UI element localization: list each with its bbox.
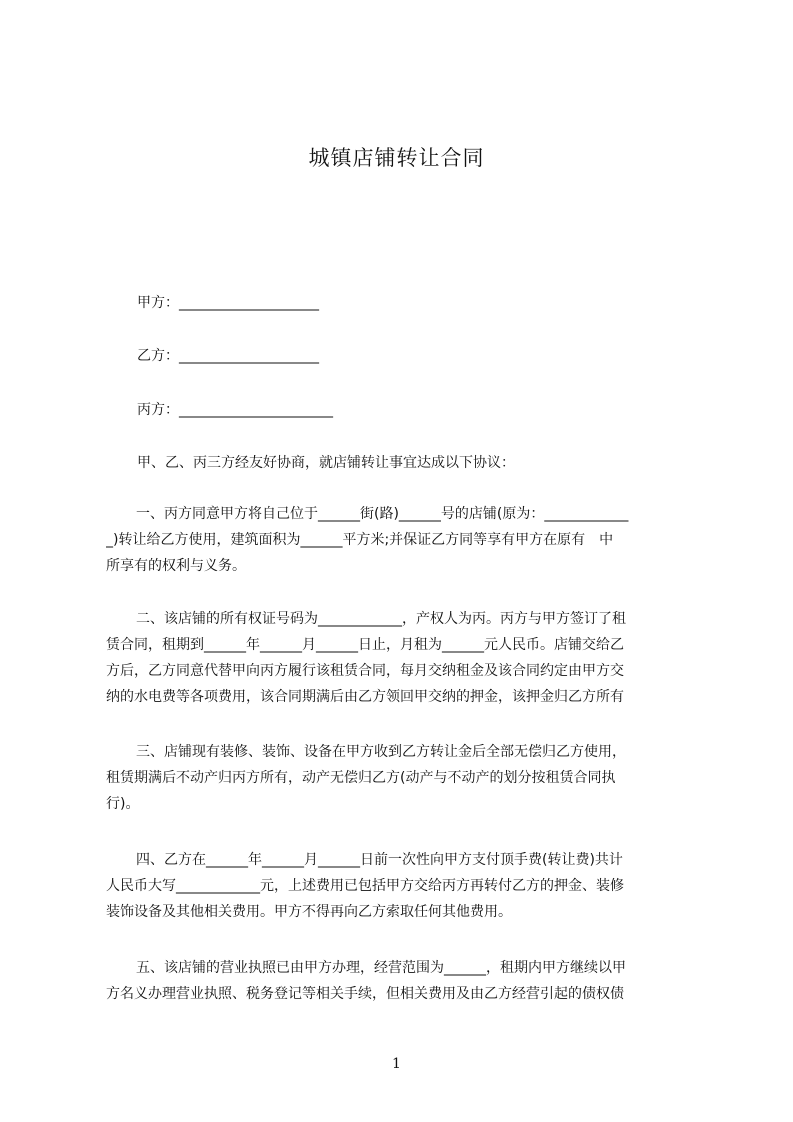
clause-1-line: 所享有的权利与义务。 bbox=[106, 558, 246, 574]
intro-paragraph: 甲、乙、丙三方经友好协商，就店铺转让事宜达成以下协议： bbox=[137, 455, 515, 471]
clause-1-line: 一、丙方同意甲方将自己位于______街(路)______号的店铺(原为：____________ bbox=[136, 506, 629, 522]
party-a-line: 甲方：____________________ bbox=[137, 295, 319, 311]
clause-3-line: 行)。 bbox=[106, 796, 140, 812]
clause-1-line: _)转让给乙方使用，建筑面积为______平方米;并保证乙方同等享有甲方在原有 中 bbox=[106, 532, 614, 548]
clause-5 bbox=[106, 955, 700, 1007]
clause-3-line: 租赁期满后不动产归丙方所有，动产无偿归乙方(动产与不动产的划分按租赁合同执 bbox=[106, 770, 616, 786]
clause-4 bbox=[106, 847, 700, 925]
clause-2-line: 二、该店铺的所有权证号码为____________，产权人为丙。丙方与甲方签订了租 bbox=[136, 611, 626, 627]
clause-4-line: 装饰设备及其他相关费用。甲方不得再向乙方索取任何其他费用。 bbox=[106, 904, 512, 920]
party-b-line: 乙方：____________________ bbox=[137, 348, 319, 364]
clause-2-line: 纳的水电费等各项费用，该合同期满后由乙方领回甲交纳的押金，该押金归乙方所有 bbox=[106, 689, 624, 705]
clause-5-line: 五、该店铺的营业执照已由甲方办理，经营范围为______，租期内甲方继续以甲 bbox=[136, 960, 626, 976]
clause-2-line: 方后，乙方同意代替甲向丙方履行该租赁合同，每月交纳租金及该合同约定由甲方交 bbox=[106, 663, 624, 679]
party-c-line: 丙方：______________________ bbox=[137, 402, 333, 418]
clause-3-line: 三、店铺现有装修、装饰、设备在甲方收到乙方转让金后全部无偿归乙方使用， bbox=[136, 744, 626, 760]
page-number: 1 bbox=[392, 1056, 401, 1072]
clause-2-line: 赁合同，租期到______年______月______日止，月租为______元人民币。店铺交给乙 bbox=[106, 637, 624, 653]
clause-2 bbox=[106, 606, 700, 710]
clause-5-line: 方名义办理营业执照、税务登记等相关手续，但相关费用及由乙方经营引起的债权债 bbox=[106, 986, 624, 1002]
clause-4-line: 人民币大写____________元，上述费用已包括甲方交给丙方再转付乙方的押金、装修 bbox=[106, 878, 624, 894]
clause-3 bbox=[106, 739, 700, 817]
document-title: 城镇店铺转让合同 bbox=[308, 146, 485, 170]
clause-1 bbox=[106, 501, 700, 579]
clause-4-line: 四、乙方在______年______月______日前一次性向甲方支付顶手费(转让费)共计 bbox=[136, 852, 623, 868]
